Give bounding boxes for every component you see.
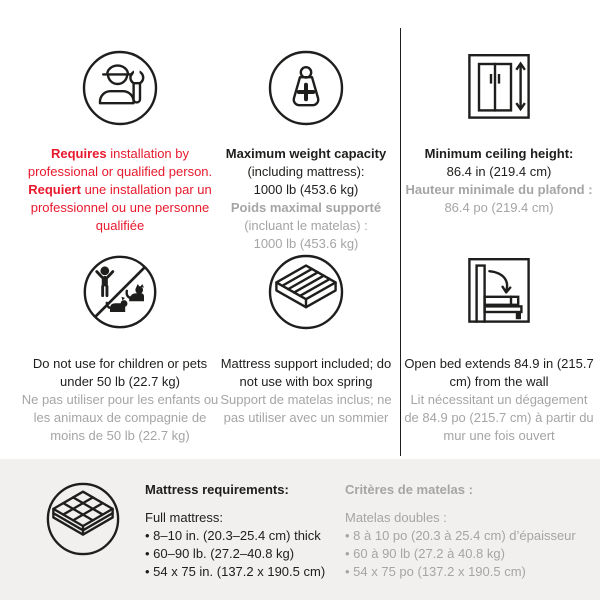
- mattress-bullet: • 54 x 75 po (137.2 x 190.5 cm): [345, 564, 526, 579]
- open-bed-text: [403, 355, 595, 445]
- ceiling-icon-wrap: [403, 48, 595, 128]
- mattress-bullet: • 54 x 75 in. (137.2 x 190.5 cm): [145, 564, 326, 579]
- mattress-requirements-section: [0, 459, 600, 600]
- mattress-type-en: Full mattress:: [145, 510, 224, 525]
- info-item-open-bed: [403, 252, 595, 445]
- info-item-ceiling-height: [403, 48, 595, 217]
- mattress-bullet: • 8–10 in. (20.3–25.4 cm) thick: [145, 528, 321, 543]
- ceiling-height-icon: [459, 48, 539, 128]
- mattress-support-icon: [266, 252, 346, 332]
- mattress-type-fr: Matelas doubles :: [345, 510, 447, 525]
- mattress-bullet: • 8 à 10 po (20.3 à 25.4 cm) d’épaisseur: [345, 528, 576, 543]
- no-children-pets-icon: [80, 252, 160, 332]
- info-item-installation: [20, 48, 220, 235]
- info-item-no-children-pets: [20, 252, 220, 445]
- mattress-icon: [44, 480, 122, 558]
- info-item-mattress-support: [213, 252, 399, 427]
- open-bed-text-en: Open bed extends 84.9 in (215.7 cm) from the wall: [404, 356, 594, 389]
- installer-icon: [80, 48, 160, 128]
- info-item-weight-capacity: [213, 48, 399, 253]
- mattress-requirements-fr: [345, 481, 576, 581]
- no-children-pets-text-en: Do not use for children or pets under 50 lb (22.7 kg): [32, 356, 208, 389]
- mattress-support-text-en: Mattress support included; do not use with box spring: [220, 356, 392, 389]
- mattress-bullet: • 60 à 90 lb (27.2 à 40.8 kg): [345, 546, 505, 561]
- ceiling-height-title-en: Minimum ceiling height:: [424, 146, 574, 161]
- installation-text: [20, 145, 220, 235]
- mattress-bullet: • 60–90 lb. (27.2–40.8 kg): [145, 546, 295, 561]
- open-bed-icon-wrap: [403, 252, 595, 332]
- weight-icon-wrap: [213, 48, 399, 128]
- mattress-support-text: [213, 355, 399, 427]
- weight-capacity-icon: [266, 48, 346, 128]
- open-bed-text-fr: Lit nécessitant un dégagement de 84.9 po (215.7 cm) à partir du mur une fois ouvert: [404, 392, 594, 443]
- mattress-requirements-title-fr: Critères de matelas :: [345, 482, 473, 497]
- mattress-requirements-en: [145, 481, 325, 581]
- no-children-pets-text-fr: Ne pas utiliser pour les enfants ou les animaux de compagnie de moins de 50 lb (22.7 kg): [21, 392, 219, 443]
- weight-capacity-title-en: Maximum weight capacity: [225, 146, 387, 161]
- installation-text-en: Requires installation by professional or qualified person.: [27, 146, 213, 179]
- weight-capacity-title-fr: Poids maximal supporté: [230, 200, 382, 215]
- no-children-pets-text: [20, 355, 220, 445]
- no-children-pets-icon-wrap: [20, 252, 220, 332]
- installation-text-fr: Requiert une installation par un professionnel ou une personne qualifiée: [28, 182, 212, 233]
- ceiling-height-text: Minimum ceiling height: 86.4 in (219.4 cm) Hauteur minimale du plafond : 86.4 po (219.4 cm): [403, 145, 595, 217]
- installer-icon-wrap: [20, 48, 220, 128]
- ceiling-height-title-fr: Hauteur minimale du plafond :: [405, 182, 593, 197]
- mattress-requirements-title-en: Mattress requirements:: [145, 482, 289, 497]
- mattress-support-text-fr: Support de matelas inclus; ne pas utiliser avec un sommier: [220, 392, 392, 425]
- weight-capacity-text: Maximum weight capacity (including mattress): 1000 lb (453.6 kg) Poids maximal supporté (incluant le matelas) : 1000 lb (453.6 kg): [213, 145, 399, 253]
- open-bed-icon: [459, 252, 539, 332]
- mattress-support-icon-wrap: [213, 252, 399, 332]
- vertical-divider: [400, 28, 401, 456]
